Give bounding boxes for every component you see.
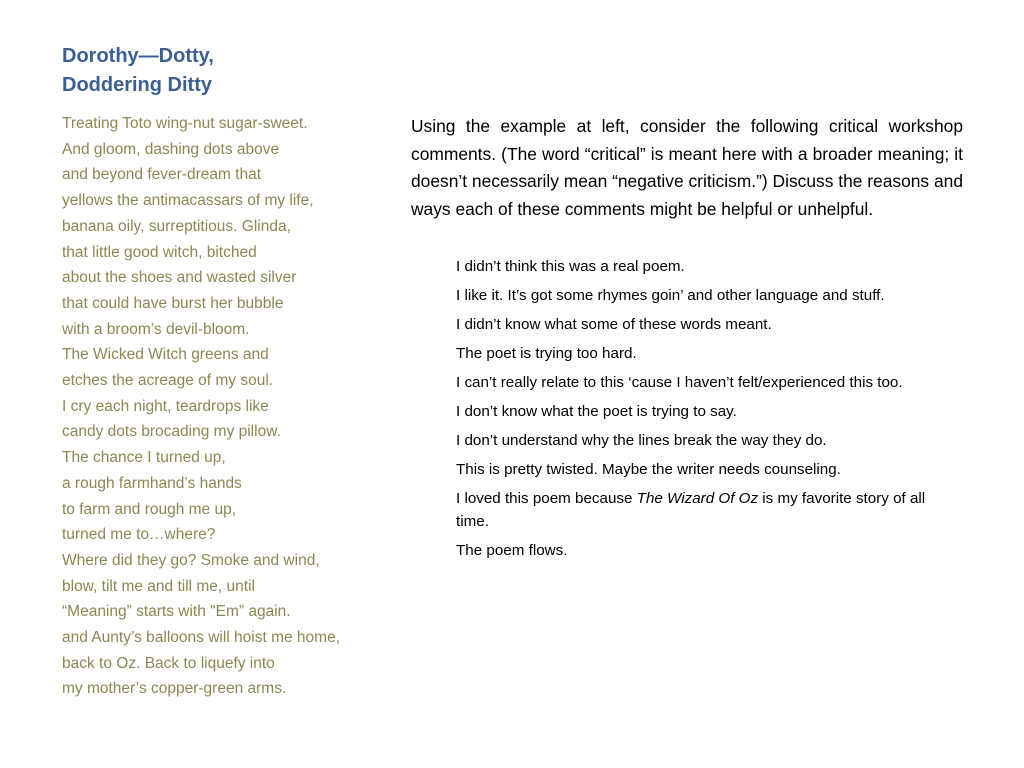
poem-line: and beyond fever-dream that bbox=[62, 166, 262, 184]
poem-line: that could have burst her bubble bbox=[62, 294, 284, 312]
workshop-comments-list bbox=[456, 255, 946, 568]
poem-line: I cry each night, teardrops like bbox=[62, 397, 269, 415]
book-title-italic: The Wizard Of Oz bbox=[636, 490, 759, 507]
poem-line: that little good witch, bitched bbox=[62, 243, 257, 261]
comment-item: I didn’t know what some of these words meant. bbox=[456, 316, 772, 333]
comment-text-after: is my favorite story of all time. bbox=[456, 490, 926, 530]
comment-text-before: I loved this poem because bbox=[456, 490, 637, 507]
poem-line: etches the acreage of my soul. bbox=[62, 372, 274, 390]
poem-line: blow, tilt me and till me, until bbox=[62, 577, 255, 595]
poem-line: The chance I turned up, bbox=[62, 449, 226, 467]
poem-line: And gloom, dashing dots above bbox=[62, 140, 280, 158]
poem-line: to farm and rough me up, bbox=[62, 500, 237, 518]
poem-line: candy dots brocading my pillow. bbox=[62, 423, 281, 441]
poem-line: turned me to…where? bbox=[62, 526, 216, 544]
comment-item: I don’t understand why the lines break the way they do. bbox=[456, 432, 827, 449]
poem-line: Treating Toto wing-nut sugar-sweet. bbox=[62, 115, 308, 132]
poem-line: a rough farmhand’s hands bbox=[62, 474, 242, 492]
poem-line: “Meaning” starts with "Em” again. bbox=[62, 603, 291, 621]
comment-item: This is pretty twisted. Maybe the writer needs counseling. bbox=[456, 461, 841, 478]
poem-title-line-1: Dorothy—Dotty, bbox=[62, 45, 214, 67]
poem-line: yellows the antimacassars of my life, bbox=[62, 192, 314, 210]
poem-title-line-2: Doddering Ditty bbox=[62, 74, 212, 96]
comment-item: The poet is trying too hard. bbox=[456, 345, 637, 362]
comment-item: I don’t know what the poet is trying to say. bbox=[456, 403, 737, 420]
comment-item: The poem flows. bbox=[456, 542, 568, 559]
poem-line: The Wicked Witch greens and bbox=[62, 346, 269, 364]
instructions-paragraph: Using the example at left, consider the following critical workshop comments. (The word “critical” is meant here with a broader meaning; it doesn’t necessarily mean “negative criticism.”) Discuss the reasons and ways each of these comments might be helpful or unhelpful. bbox=[411, 116, 963, 219]
poem-line: back to Oz. Back to liquefy into bbox=[62, 654, 275, 672]
comment-item: I can’t really relate to this ‘cause I haven’t felt/experienced this too. bbox=[456, 374, 903, 391]
comment-item: I like it. It’s got some rhymes goin’ and other language and stuff. bbox=[456, 287, 885, 304]
poem-line: with a broom’s devil-bloom. bbox=[62, 320, 250, 338]
poem-line: my mother’s copper-green arms. bbox=[62, 680, 287, 698]
comment-item-wizard-of-oz bbox=[456, 487, 946, 533]
poem-line: banana oily, surreptitious. Glinda, bbox=[62, 217, 291, 235]
poem-title bbox=[62, 42, 402, 100]
comment-item: I didn’t think this was a real poem. bbox=[456, 258, 685, 275]
poem-text bbox=[62, 111, 407, 702]
poem-line: Where did they go? Smoke and wind, bbox=[62, 551, 320, 569]
poem-line: and Aunty’s balloons will hoist me home, bbox=[62, 629, 341, 647]
poem-line: about the shoes and wasted silver bbox=[62, 269, 297, 287]
